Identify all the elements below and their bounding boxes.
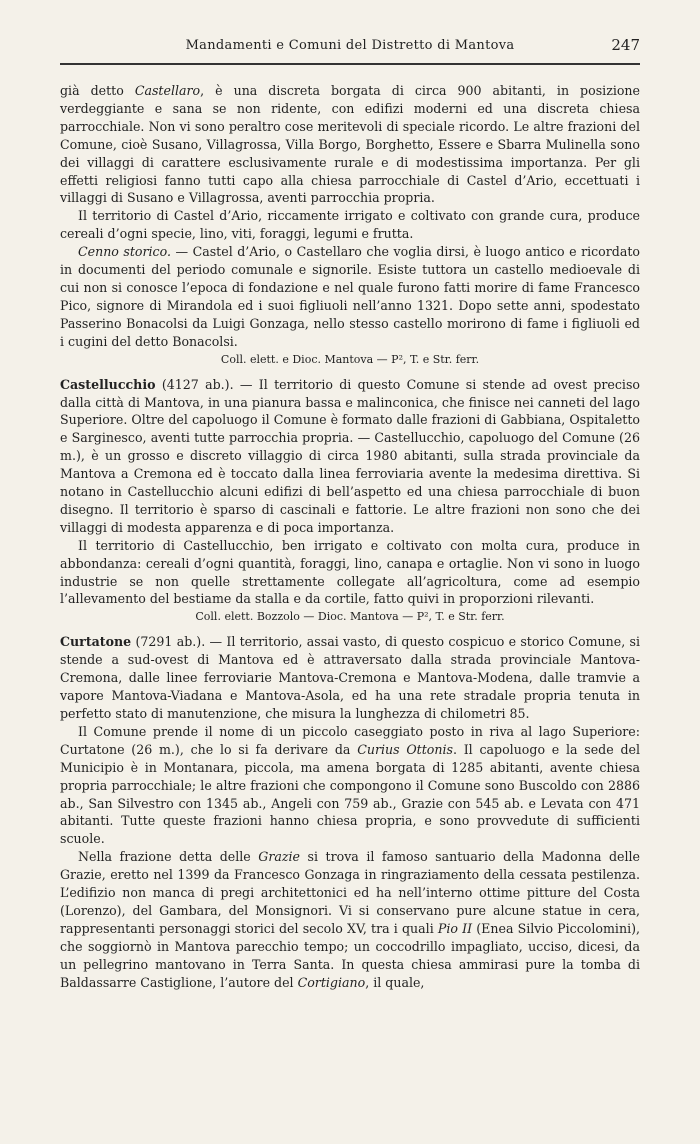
paragraph-castellucchio-territory: Il territorio di Castellucchio, ben irrigato e coltivato con molta cura, produce in abbondanza: cereali d’ogni quantità, foraggi, lino, canapa e ortaglie. Non vi sono in luogo industrie se non quelle strettamente collegate all’agricoltura, come ad esempio l’allevamento del bestiame da stalla e da cortile, fatto quivi in proporzioni rilevanti.: [60, 537, 640, 607]
page-number: 247: [611, 36, 640, 54]
entry-castellucchio: Castellucchio (4127 ab.). — Il territorio di questo Comune si stende ad ovest preciso dalla città di Mantova, in una pianura bassa e malinconica, che finisce nei canneti del lago Superiore. Oltre del capoluogo il Comune è formato dalle frazioni di Gabbiana, Ospitaletto e Sarginesco, aventi tutte parrocchia propria. — Castellucchio, capoluogo del Comune (26 m.), è un grosso e discreto villaggio di circa 1980 abitanti, sulla strada provinciale da Mantova a Cremona ed è toccato dalla linea ferroviaria avente la medesima direttiva. Si notano in Castellucchio alcuni edifizi di bell’aspetto ed una chiesa parrocchiale di buon disegno. Il territorio è sparso di cascinali e fattorie. Le altre frazioni non sono che dei villaggi di modesta apparenza e di poca importanza.: [60, 376, 640, 535]
paragraph-curtatone-grazie: Nella frazione detta delle Grazie si trova il famoso santuario della Madonna delle Grazie, eretto nel 1399 da Francesco Gonzaga in ringraziamento della cessata pestilenza. L’edifizio non manca di pregi architettonici ed ha nell’interno ottime pitture del Costa (Lorenzo), del Gambara, del Monsignori. Vi si conservano pure alcune statue in cera, rappresentanti personaggi storici del secolo XV, tra i quali Pio II (Enea Silvio Piccolomini), che soggiornò in Mantova parecchio tempo; un coccodrillo impagliato, ucciso, dicesi, da un pellegrino mantovano in Terra Santa. In questa chiesa ammirasi pure la tomba di Baldassarre Castiglione, l’autore del Cortigiano, il quale,: [60, 849, 641, 990]
entry-heading: Castellucchio: [60, 376, 156, 392]
paragraph-curtatone-name: Il Comune prende il nome di un piccolo caseggiato posto in riva al lago Superiore: Curtatone (26 m.), che lo si fa derivare da Curius Ottonis. Il capoluogo e la sede del Municipio è in Montanara, piccola, ma amena borgata di 1285 abitanti, avente chiesa propria parrocchiale; le altre frazioni che compongono il Comune sono Buscoldo con 2886 ab., San Silvestro con 1345 ab., Angeli con 759 ab., Grazie con 545 ab. e Levata con 471 abitanti. Tutte queste frazioni hanno chiesa propria, e sono provvedute di sufficienti scuole.: [60, 723, 640, 847]
header-title: Mandamenti e Comuni del Distretto di Mantova: [185, 38, 515, 53]
running-header: [60, 32, 640, 56]
paragraph-history: Cenno storico. — Castel d’Ario, o Castellaro che voglia dirsi, è luogo antico e ricordato in documenti del periodo comunale e signorile. Esiste tuttora un castello medioevale di cui non si conosce l’epoca di fondazione e nel quale furono fatti morire di fame Francesco Pico, signore di Mirandola ed i suoi figliuoli nell’anno 1321. Dopo sette anni, spodestato Passerino Bonacolsi da Luigi Gonzaga, nello stesso castello morirono di fame i figliuoli ed i cugini del detto Bonacolsi.: [60, 244, 640, 349]
electoral-note: Coll. elett. e Dioc. Mantova — P², T. e Str. ferr.: [220, 352, 480, 366]
electoral-note: Coll. elett. Bozzolo — Dioc. Mantova — P², T. e Str. ferr.: [195, 610, 505, 624]
entry-heading: Curtatone: [60, 634, 132, 650]
paragraph-territory: Il territorio di Castel d’Ario, riccamente irrigato e coltivato con grande cura, produce cereali d’ogni specie, lino, viti, foraggi, legumi e frutta.: [60, 208, 640, 242]
entry-curtatone: Curtatone (7291 ab.). — Il territorio, assai vasto, di questo cospicuo e storico Comune, si stende a sud-ovest di Mantova ed è attraversato dalla strada provinciale Mantova-Cremona, dalle linee ferroviarie Mantova-Cremona e Mantova-Modena, dalle tramvie a vapore Mantova-Viadana e Mantova-Asola, ed ha una rete stradale propria tenuta in perfetto stato di manutenzione, che misura la lunghezza di chilometri 85.: [60, 634, 640, 721]
page-body: [60, 82, 640, 992]
paragraph-castellaro: già detto Castellaro, è una discreta borgata di circa 900 abitanti, in posizione verdeggiante e sana se non ridente, con edifizi moderni ed una discreta chiesa parrocchiale. Non vi sono peraltro cose meritevoli di speciale ricordo. Le altre frazioni del Comune, cioè Susano, Villagrossa, Villa Borgo, Borghetto, Essere e Sbarra Mulinella sono dei villaggi di carattere esclusivamente rurale e di modestissima importanza. Per gli effetti religiosi fanno tutti capo alla chiesa parrocchiale di Castel d’Ario, eccettuati i villaggi di Susano e Villagrossa, aventi parrocchia propria.: [60, 83, 640, 206]
header-rule: [60, 63, 640, 65]
